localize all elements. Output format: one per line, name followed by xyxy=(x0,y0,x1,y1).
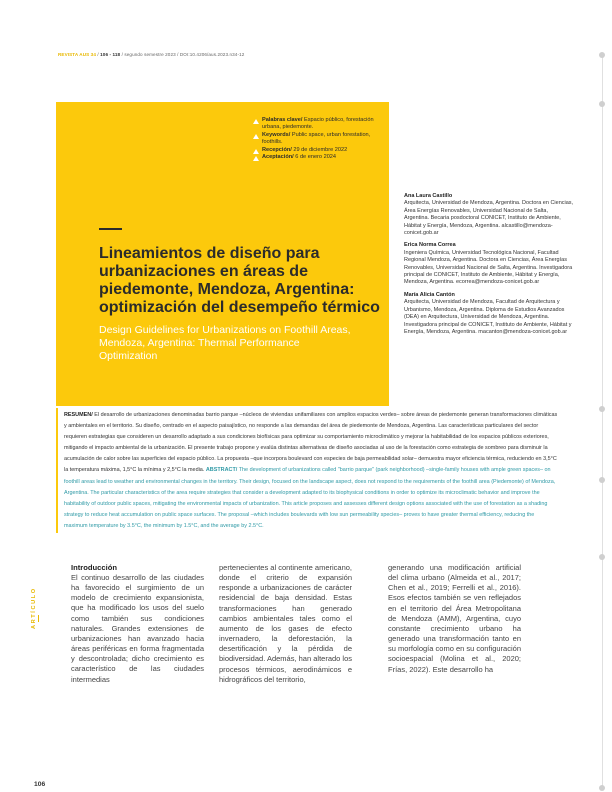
author-affiliation: Arquitecta, Universidad de Mendoza, Argentina. Doctora en Ciencias, Área Energías Renovables, Universidad Nacional de Salta, Argentina. Becaria posdoctoral CONICET, Instituto de Ambiente, Hábitat y Energía, Mendoza, Argentina. alcastillo@mendoza-conicet.gob.ar xyxy=(404,200,574,237)
body-column-3 xyxy=(388,563,521,675)
running-header: REVISTA AUS 34 / 106 - 118 / segundo semestre 2023 / DOI:10.4206/aus.2023.n34-12 xyxy=(58,52,245,57)
page-number: 106 xyxy=(34,781,46,788)
issue-info: / segundo semestre 2023 / DOI:10.4206/aus.2023.n34-12 xyxy=(121,52,245,57)
section-side-label: ARTÍCULO xyxy=(31,587,37,629)
author-affiliation: Ingeniera Química, Universidad Tecnológica Nacional, Facultad Regional Mendoza, Argentina. Doctora en Ciencias, Área Energías Renovables, Universidad Nacional de Salta, Argentina. Investigadora principal de CONICET, Instituto de Ambiente, Hábitat y Energía, Mendoza, Argentina. ecorrea@mendoza-conicet.gob.ar xyxy=(404,249,573,286)
body-text: pertenecientes al continente americano, donde el criterio de expansión responde a urbanizaciones de carácter residencial de baja densidad. Estas transformaciones han generado cambios ambientales tales como el aumento de los gases de efecto invernadero, la deforestación, la desertificación y la pérdida de biodiversidad. Además, han alterado los procesos térmicos, aerodinámicos e hidrográficos del territorio, xyxy=(219,563,353,684)
margin-dot xyxy=(599,52,605,58)
keyword-item: Palabras clave/ Espacio público, forestación urbana, piedemonte. xyxy=(253,117,388,132)
side-label-bar xyxy=(38,615,39,622)
article-subtitle: Design Guidelines for Urbanizations on Foothill Areas, Mendoza, Argentina: Thermal Performance Optimization xyxy=(99,324,351,362)
abstract-text: The development of urbanizations called "barrio parque" (park neighborhood) –single-family houses with ample green spaces– on foothill areas lead to weather and environmental changes in the territory. Their design, focused on the landscape aspect, does not respond to the requirements of the foothill area (Piedemonte) of Mendoza, Argentina. The particular characteristics of the area require strategies that consider a development adapted to its biophysical conditions in order to optimize its microclimatic behavior and improve the habitability of outdoor public spaces, mitigating the environmental impacts of urbanization. This article proposes and assesses different design options associated with the use of forestation as a shading strategy to reduce heat accumulation on public space surfaces. The proposal –which includes boulevards with low sun permeability species– proves to have greater thermal efficiency, reducing the maximum temperature by 3.5°C, the minimum by 1.5°C, and the average by 2.5°C. xyxy=(64,467,556,529)
resumen-text: El desarrollo de urbanizaciones denominadas barrio parque –núcleos de viviendas unifamiliares con amplios espacios verdes– sobre áreas de piedemonte generan transformaciones climáticas y ambientales en el territorio. Su diseño, centrado en el aspecto paisajístico, no responde a las demandas del área de piedemonte de Mendoza, Argentina. Las características particulares del sector requieren estrategias que consideren un desarrollo adaptado a sus condiciones biofísicas para optimizar su comportamiento microclimático y mejorar la habitabilidad de los espacios públicos exteriores, mitigando el impacto ambiental de la urbanización. El presente trabajo propone y evalúa distintas alternativas de diseño asociadas al uso de la forestación como estrategia de sombreo para disminuir la acumulación de calor sobre las superficies del espacio público. La propuesta –que incorpora boulevard con especies de baja permeabilidad solar– demuestra mayor eficiencia térmica, reduciendo en 3,5°C la temperatura máxima, 1,5°C la mínima y 2,5°C la media. xyxy=(64,412,558,474)
body-column-2 xyxy=(219,563,352,685)
body-text: El continuo desarrollo de las ciudades ha favorecido el surgimiento de un modelo de crecimiento expansionista, que ha modificado los usos del suelo como también sus condiciones naturales. Grandes extensiones de urbanizaciones han avanzado hacia áreas periféricas en forma fragmentada y descontrolada; dicho crecimiento es característico de las ciudades intermedias xyxy=(71,573,204,684)
author-affiliation: Arquitecta, Universidad de Mendoza, Facultad de Arquitectura y Urbanismo, Mendoza, Argentina. Diploma de Estudios Avanzados (DEA) en Arquitectura, Universidad de Mendoza, Argentina. Investigadora principal de CONICET, Instituto de Ambiente, Hábitat y Energía, Mendoza, Argentina. macanton@mendoza-conicet.gob.ar xyxy=(404,299,572,335)
authors-block xyxy=(404,193,574,341)
author-name: María Alicia Cantón xyxy=(404,291,455,298)
keyword-item: Keywords/ Public space, urban forestation, foothills. xyxy=(253,132,388,147)
margin-dot xyxy=(599,406,605,412)
author-entry xyxy=(404,193,574,237)
body-text: generando una modificación artificial del clima urbano (Almeida et al., 2017; Chen et al., 2019; Ferrelli et al., 2016). Esos efectos también se ven reflejados en el territorio del Área Metropolitana de Mendoza (AMM), Argentina, cuyo constante crecimiento urbano ha generado una transformación tanto en su morfología como en su configuración socioespacial (Molina et al., 2020; Frías, 2022). Este desarrollo ha xyxy=(388,563,521,674)
title-dash xyxy=(99,228,122,230)
author-entry xyxy=(404,242,574,286)
margin-rule xyxy=(602,55,603,790)
keywords-block xyxy=(253,117,388,161)
abstract-accent-bar xyxy=(56,408,58,533)
journal-name: REVISTA AUS 34 xyxy=(58,52,96,57)
margin-dot xyxy=(599,554,605,560)
margin-dot xyxy=(599,101,605,107)
keyword-item: Aceptación/ 6 de enero 2024 xyxy=(253,154,388,161)
section-heading: Introducción xyxy=(71,563,117,572)
keyword-item: Recepción/ 29 de diciembre 2022 xyxy=(253,147,388,154)
author-name: Ana Laura Castillo xyxy=(404,193,453,199)
abstract xyxy=(64,410,559,532)
body-column-1 xyxy=(71,563,204,685)
abstract-label: ABSTRACT/ xyxy=(205,467,238,474)
author-entry xyxy=(404,292,574,336)
author-name: Erica Norma Correa xyxy=(404,242,456,249)
page-range: 106 - 118 xyxy=(100,52,121,57)
article-title: Lineamientos de diseño para urbanizaciones en áreas de piedemonte, Mendoza, Argentina: optimización del desempeño térmico xyxy=(99,245,380,316)
margin-dot xyxy=(599,477,605,483)
margin-dot xyxy=(599,785,605,791)
resumen-label: RESUMEN/ xyxy=(64,412,93,418)
